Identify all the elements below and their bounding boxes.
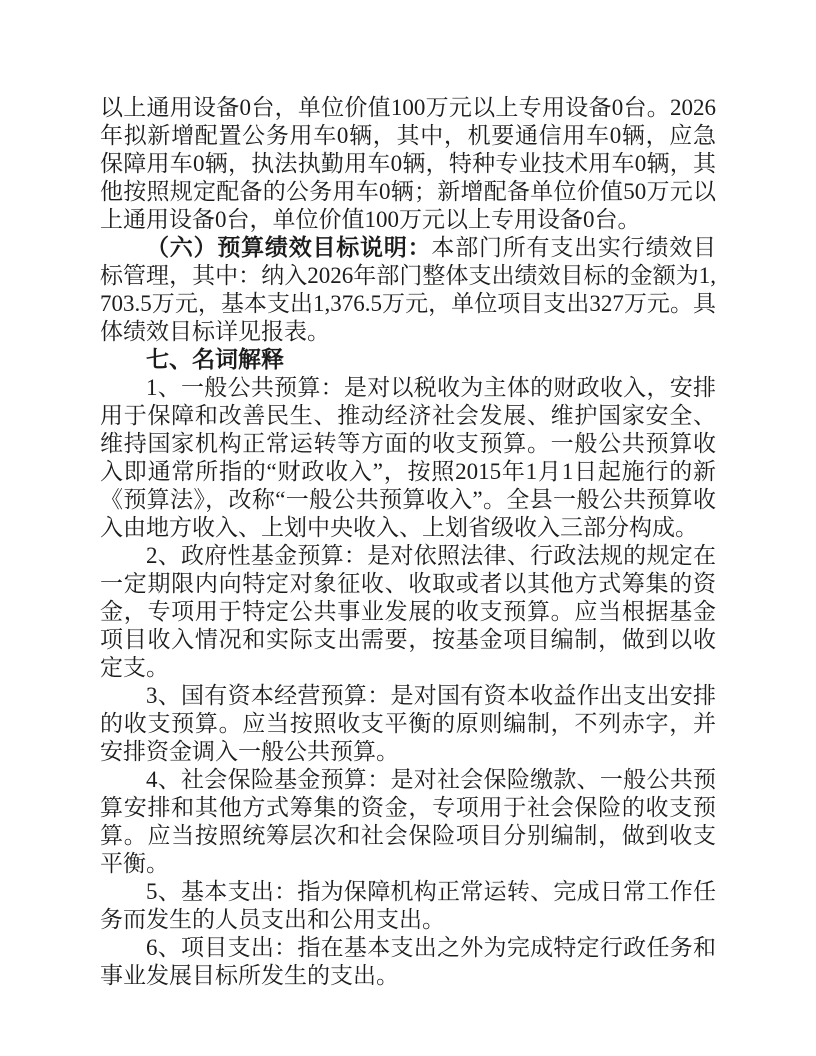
glossary-term-social-insurance-fund-budget: 4、社会保险基金预算：是对社会保险缴款、一般公共预算安排和其他方式筹集的资金，专项用于社会保险的收支预算。应当按照统筹层次和社会保险项目分别编制，做到收支平衡。 [100, 767, 716, 876]
glossary-term-general-public-budget: 1、一般公共预算：是对以税收为主体的财政收入，安排用于保障和改善民生、推动经济社会发展、维护国家安全、维持国家机构正常运转等方面的收支预算。一般公共预算收入即通常所指的“财政收入”，按照2015年1月1日起施行的新《预算法》，改称“一般公共预算收入”。全县一般公共预算收入由地方收入、上划中央收入、上划省级收入三部分构成。 [100, 375, 716, 540]
budget-performance-body: 本部门所有支出实行绩效目标管理，其中：纳入2026年部门整体支出绩效目标的金额为1,703.5万元，基本支出1,376.5万元，单位项目支出327万元。具体绩效目标详见报表。 [100, 235, 717, 344]
glossary-term-government-fund-budget: 2、政府性基金预算：是对依照法律、行政法规的规定在一定期限内向特定对象征收、收取或者以其他方式筹集的资金，专项用于特定公共事业发展的收支预算。应当根据基金项目收入情况和实际支出需要，按基金项目编制，做到以收定支。 [100, 543, 716, 680]
paragraph-budget-performance-targets [100, 234, 716, 346]
glossary-term-basic-expenditure: 5、基本支出：指为保障机构正常运转、完成日常工作任务而发生的人员支出和公用支出。 [100, 879, 716, 932]
glossary-term-project-expenditure: 6、项目支出：指在基本支出之外为完成特定行政任务和事业发展目标所发生的支出。 [100, 935, 716, 988]
glossary-term-state-capital-operation-budget: 3、国有资本经营预算：是对国有资本收益作出支出安排的收支预算。应当按照收支平衡的原则编制，不列赤字，并安排资金调入一般公共预算。 [100, 683, 716, 764]
budget-performance-lead: （六）预算绩效目标说明： [146, 235, 432, 260]
paragraph-vehicle-equipment-continuation: 以上通用设备0台，单位价值100万元以上专用设备0台。2026年拟新增配置公务用车0辆，其中，机要通信用车0辆，应急保障用车0辆，执法执勤用车0辆，特种专业技术用车0辆，其他按照规定配备的公务用车0辆；新增配备单位价值50万元以上通用设备0台，单位价值100万元以上专用设备0台。 [100, 95, 716, 232]
glossary-section-heading: 七、名词解释 [146, 347, 284, 372]
